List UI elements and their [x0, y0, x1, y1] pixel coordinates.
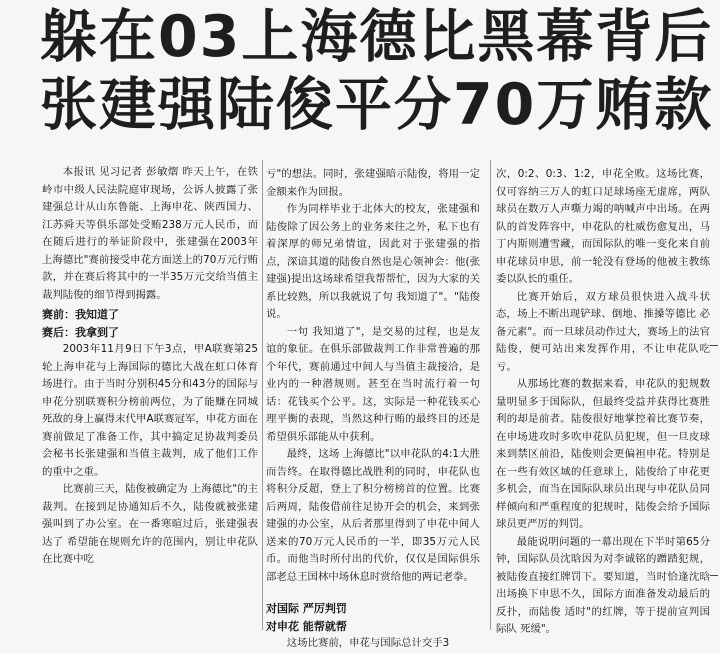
subheading: 对国际 严厉判罚	[266, 602, 347, 615]
article-column-3	[496, 166, 710, 639]
lead-paragraph: 本报讯 见习记者 彭敏熠 昨天上午，在铁岭市中级人民法院庭审现场，公诉人披露了张建强总计从山东鲁能、上海申花、陕西国力、江苏舜天等俱乐部处受贿238万元人民币，而在随后进行的举证阶段中，张建强在2003年 上海德比"赛前接受申花方面送上的70万元行贿款，并在赛后将其中的一半35万元交给当值主裁判陆俊的细节得到揭露。	[42, 166, 258, 301]
page-edge-mark	[710, 575, 718, 576]
page-edge-mark	[710, 345, 718, 346]
body-paragraph: 最终，这场 上海德比"以申花队的4:1大胜而告终。在取得德比战胜利的同时，申花队也将积分反超，登上了积分榜榜首的位置。比赛后两周，陆俊借前往足协开会的机会，来到张建强的办公室，从后者那里得到了申花中间人送来的70万元人民币的一半，即35万元人民币。而他当时所付出的代价，仅仅是国际俱乐部老总王国林中场休息时赏给他的两记老拳。	[266, 448, 480, 583]
body-paragraph: 次，0:2、0:3、1:2，申花全败。这场比赛，仅可容纳三万人的虹口足球场座无虚席，两队球员在数万人声嘶力竭的呐喊声中出场。在两队的首发阵容中，申花队的杜威伤愈复出，马丁内斯则遭雪藏，而国际队的唯一变化来自前申花球员申思，前一轮没有登场的他被主教练委以队长的重任。	[496, 168, 710, 285]
body-paragraph: 比赛前三天，陆俊被确定为 上海德比"的主裁判。在接到足协通知后不久，陆俊就被张建强叫到了办公室。在一番寒暄过后，张建强表达了 希望能在规则允许的范围内，别让申花队在比赛中吃	[42, 483, 258, 565]
body-paragraph: 一句 我知道了"，是交易的过程，也是友谊的象征。在俱乐部做裁判工作非常普遍的那个年代，赛前通过中间人与当值主裁接洽，是业内的一种潜规则。甚至在当时流行着一句话：花钱买个公平。这，实际是一种花钱买心理平衡的表现，当然这种行贿的最终目的还是希望俱乐部能从中获利。	[266, 325, 480, 443]
body-paragraph: 2003年11月9日下午3点，甲A联赛第25轮上海申花与上海国际的德比大战在虹口体育场进行。由于当时分别积45分和43分的国际与申花分别联赛积分榜前两位，为了能赚在同城死敌的身上赢得末代甲A联赛冠军，申花方面在赛前做足了准备工作，其中搞定足协裁判委员会秘书长张建强和当值主裁判，成了他们工作的重中之重。	[42, 343, 258, 478]
column-divider	[490, 160, 491, 630]
body-paragraph: 从那场比赛的数据来看，申花队的犯规数量明显多于国际队，但最终受益并获得比赛胜利的却是前者。陆俊很好地掌控着比赛节奏，在申场进攻时多吹申花队员犯规，但一旦皮球来到禁区前沿，陆俊则会更偏袒申花。特别是在一些有效区域的任意球上，陆俊给了申花更多机会，而当在国际队球员出现与申花队员同样倾向和严重程度的犯规时，陆俊会给予国际球员更严厉的判罚。	[496, 378, 710, 530]
article-column-2	[266, 166, 480, 653]
headline-line-2: 张建强陆俊平分70万贿款	[40, 72, 714, 138]
subheading: 对申花 能帮就帮	[266, 619, 347, 633]
article-column-1	[42, 164, 258, 569]
body-paragraph: 作为同样毕业于北体大的校友，张建强和陆俊除了因公务上的业务来往之外，私下也有着深厚的师兄弟情谊，因此对于张建强的指点，深谙其道的陆俊自然也是心领神会：他(张建强)提出这场球希望我帮帮忙，因为大家的关系比较熟，所以我就说了句 我知道了"。"陆俊说。	[266, 203, 480, 320]
body-paragraph: 亏"的想法。同时，张建强暗示陆俊，将用一定金额来作为回报。	[266, 168, 480, 198]
body-paragraph: 最能说明问题的一幕出现在下半时第65分钟，国际队员沈晗因为对李诚铭的蹭踏犯规，被陆俊直接红牌罚下。要知道，当时恰逢沈晗出场换下申思不久，国际方面准备发动最后的反扑，而陆俊 适时"的红牌，等于提前宣判国际队 死缓"。	[496, 535, 710, 635]
subheading: 赛后：我拿到了	[42, 325, 119, 339]
headline-line-1: 躲在03上海德比黑幕背后	[40, 4, 714, 70]
body-paragraph: 比赛开始后，双方球员很快进入战斗状态，场上不断出现铲球、倒地、推搡等德比 必备元素"。而一旦球员动作过大，赛场上的法官陆俊，便可站出来发挥作用，不让申花队吃亏。	[496, 290, 710, 373]
body-paragraph: 这场比赛前，申花与国际总计交手3	[286, 637, 450, 649]
column-divider	[262, 160, 263, 630]
subheading: 赛前：我知道了	[42, 308, 119, 321]
